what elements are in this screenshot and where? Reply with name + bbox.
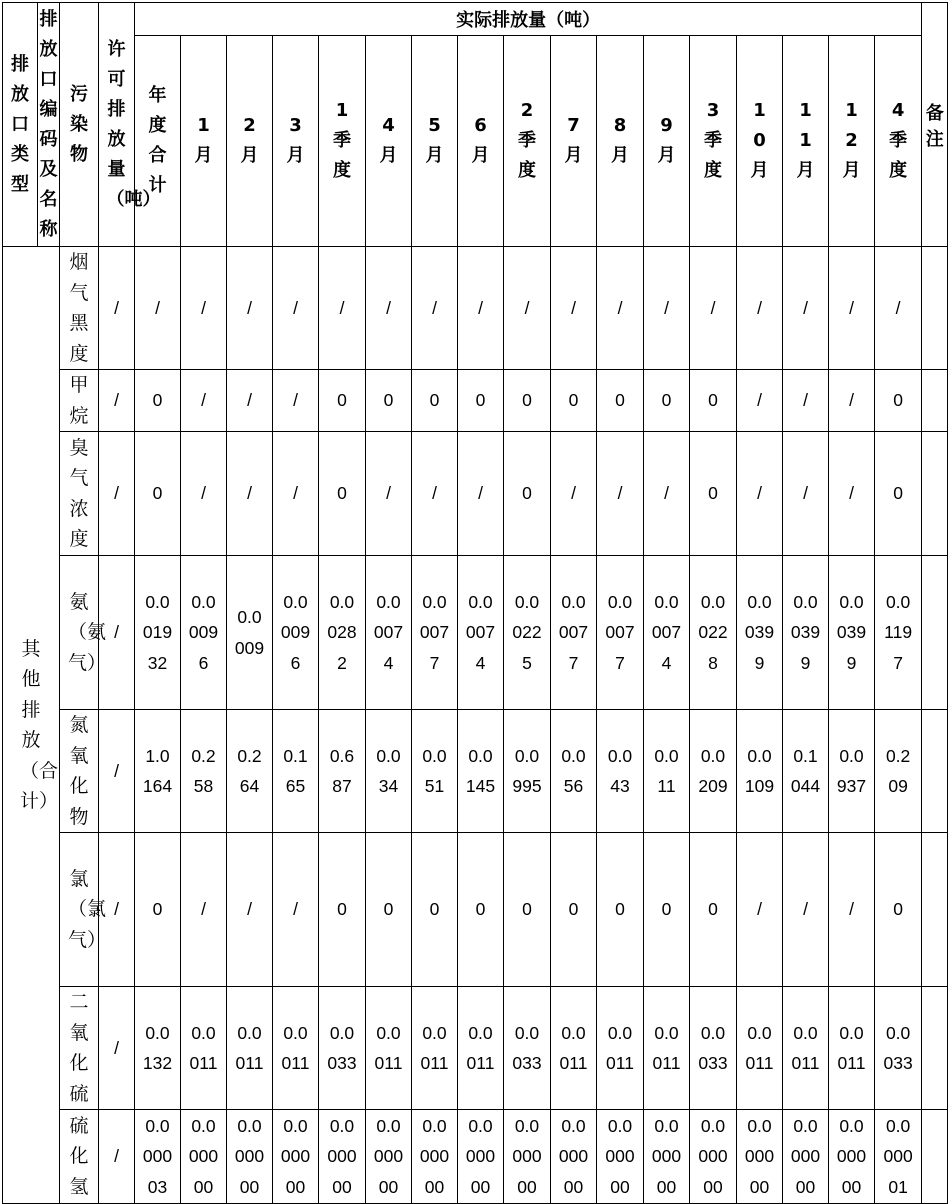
- emission-value: 0.00077: [551, 556, 597, 710]
- pollutant-name: 烟气黑度: [60, 247, 99, 370]
- emission-value: /: [412, 247, 458, 370]
- emission-value: 0.0995: [504, 710, 551, 833]
- emission-value: /: [875, 247, 922, 370]
- emission-value: /: [783, 370, 829, 432]
- emission-value: /: [737, 432, 783, 556]
- emission-value: 0: [644, 833, 690, 987]
- emission-value: 0.0033: [319, 987, 366, 1110]
- emission-value: 0.000000: [690, 1110, 737, 1204]
- emission-value: 1.0164: [135, 710, 181, 833]
- header-outlet-type: 排放口类型: [3, 3, 38, 247]
- emission-value: 0.209: [875, 710, 922, 833]
- emission-value: 0.000000: [458, 1110, 504, 1204]
- emission-value: 0.0011: [458, 987, 504, 1110]
- emission-value: 0: [644, 370, 690, 432]
- emission-value: 0.687: [319, 710, 366, 833]
- emission-value: 0.0011: [737, 987, 783, 1110]
- header-period: 6月: [458, 36, 504, 247]
- emission-value: /: [644, 247, 690, 370]
- emission-value: 0.00074: [366, 556, 412, 710]
- emission-value: 0.0011: [227, 987, 273, 1110]
- emission-value: 0: [875, 432, 922, 556]
- emission-value: 0.056: [551, 710, 597, 833]
- emission-value: /: [829, 370, 875, 432]
- permitted-value: /: [99, 987, 135, 1110]
- emission-value: 0.0011: [829, 987, 875, 1110]
- emission-value: 0: [135, 432, 181, 556]
- pollutant-name: 臭气浓度: [60, 432, 99, 556]
- emission-value: 0.051: [412, 710, 458, 833]
- table-row: [3, 1110, 948, 1204]
- permitted-value: /: [99, 833, 135, 987]
- header-period: 1月: [181, 36, 227, 247]
- emission-value: 0.01197: [875, 556, 922, 710]
- header-period: 9月: [644, 36, 690, 247]
- header-actual: 实际排放量（吨）: [135, 3, 922, 36]
- emission-value: 0.0011: [783, 987, 829, 1110]
- emission-value: /: [227, 432, 273, 556]
- notes-cell: [922, 710, 948, 833]
- permitted-value: /: [99, 556, 135, 710]
- emission-value: 0: [319, 833, 366, 987]
- emission-value: 0.0011: [181, 987, 227, 1110]
- emission-value: 0.000000: [829, 1110, 875, 1204]
- emission-value: /: [737, 370, 783, 432]
- emission-value: 0.000000: [597, 1110, 644, 1204]
- emission-value: 0: [551, 370, 597, 432]
- header-permitted: 许可排放量（吨）: [99, 3, 135, 247]
- emission-value: /: [181, 833, 227, 987]
- emission-value: 0.00399: [783, 556, 829, 710]
- emission-value: 0.0145: [458, 710, 504, 833]
- permitted-value: /: [99, 710, 135, 833]
- table-row: [3, 370, 948, 432]
- emission-value: /: [458, 432, 504, 556]
- emission-value: 0.0011: [412, 987, 458, 1110]
- emission-value: 0: [690, 370, 737, 432]
- emission-value: /: [597, 247, 644, 370]
- emission-value: /: [504, 247, 551, 370]
- emission-value: 0.000000: [783, 1110, 829, 1204]
- emission-value: 0: [135, 370, 181, 432]
- header-period: 10月: [737, 36, 783, 247]
- emission-value: 0: [597, 370, 644, 432]
- emission-value: 0: [690, 432, 737, 556]
- notes-cell: [922, 1110, 948, 1204]
- header-period: 7月: [551, 36, 597, 247]
- notes-cell: [922, 370, 948, 432]
- emission-value: /: [273, 370, 319, 432]
- header-period: 4月: [366, 36, 412, 247]
- table-row: [3, 432, 948, 556]
- header-period: 12月: [829, 36, 875, 247]
- emission-value: 0.000000: [227, 1110, 273, 1204]
- emission-value: /: [366, 247, 412, 370]
- emission-value: /: [227, 370, 273, 432]
- permitted-value: /: [99, 432, 135, 556]
- emission-value: /: [366, 432, 412, 556]
- emission-value: 0: [412, 833, 458, 987]
- emission-value: 0.043: [597, 710, 644, 833]
- emission-value: /: [412, 432, 458, 556]
- emission-value: 0.264: [227, 710, 273, 833]
- emission-value: 0.0209: [690, 710, 737, 833]
- emission-value: /: [644, 432, 690, 556]
- emission-value: /: [829, 833, 875, 987]
- emission-value: 0: [366, 833, 412, 987]
- emission-value: 0.00077: [412, 556, 458, 710]
- emission-value: /: [181, 247, 227, 370]
- emission-value: 0: [504, 370, 551, 432]
- emission-value: /: [181, 370, 227, 432]
- emission-value: 0.00074: [458, 556, 504, 710]
- emission-value: /: [181, 432, 227, 556]
- table-row: [3, 987, 948, 1110]
- header-period: 11月: [783, 36, 829, 247]
- emission-value: 0.0033: [690, 987, 737, 1110]
- emission-value: 0.000003: [135, 1110, 181, 1204]
- emission-value: 0.00225: [504, 556, 551, 710]
- header-period: 1季度: [319, 36, 366, 247]
- pollutant-name: 氯（氯气）: [60, 833, 99, 987]
- emission-value: 0.0011: [551, 987, 597, 1110]
- emission-value: 0: [875, 370, 922, 432]
- table-row: [3, 833, 948, 987]
- header-period: 3季度: [690, 36, 737, 247]
- emission-value: /: [551, 247, 597, 370]
- emission-value: /: [273, 432, 319, 556]
- header-outlet-code: 排放口编码及名称: [38, 3, 60, 247]
- table-row: [3, 247, 948, 370]
- emission-value: /: [227, 833, 273, 987]
- emission-value: 0: [458, 833, 504, 987]
- emission-value: 0.000000: [273, 1110, 319, 1204]
- outlet-category: 其他排放（合计）: [3, 247, 60, 1204]
- emission-value: 0.000000: [319, 1110, 366, 1204]
- emission-value: /: [737, 247, 783, 370]
- emission-value: 0.00074: [644, 556, 690, 710]
- emission-value: 0.001932: [135, 556, 181, 710]
- emission-value: 0.0011: [366, 987, 412, 1110]
- notes-cell: [922, 432, 948, 556]
- emission-value: 0: [458, 370, 504, 432]
- emission-value: /: [273, 833, 319, 987]
- header-period: 2季度: [504, 36, 551, 247]
- emission-value: 0.0011: [273, 987, 319, 1110]
- emission-value: /: [551, 432, 597, 556]
- emission-value: /: [829, 247, 875, 370]
- emission-value: 0: [690, 833, 737, 987]
- emission-value: 0.165: [273, 710, 319, 833]
- emissions-table: [2, 2, 948, 1204]
- pollutant-name: 氨（氨气）: [60, 556, 99, 710]
- emission-value: /: [273, 247, 319, 370]
- table-row: [3, 710, 948, 833]
- emission-value: 0.00399: [737, 556, 783, 710]
- emission-value: 0.000000: [412, 1110, 458, 1204]
- emission-value: 0: [319, 370, 366, 432]
- emission-value: 0.0109: [737, 710, 783, 833]
- emission-value: 0.0011: [597, 987, 644, 1110]
- emission-value: /: [690, 247, 737, 370]
- emission-value: 0.0033: [504, 987, 551, 1110]
- emission-value: /: [737, 833, 783, 987]
- emission-value: 0.00282: [319, 556, 366, 710]
- permitted-value: /: [99, 370, 135, 432]
- emission-value: /: [227, 247, 273, 370]
- emission-value: 0: [319, 432, 366, 556]
- pollutant-name: 氮氧化物: [60, 710, 99, 833]
- table-row: [3, 556, 948, 710]
- notes-cell: [922, 833, 948, 987]
- pollutant-name: 硫化氢: [60, 1110, 99, 1204]
- emission-value: /: [458, 247, 504, 370]
- emission-value: /: [135, 247, 181, 370]
- emission-value: 0.000000: [504, 1110, 551, 1204]
- emission-value: /: [783, 432, 829, 556]
- emission-value: 0: [875, 833, 922, 987]
- emission-value: 0.1044: [783, 710, 829, 833]
- emission-value: /: [319, 247, 366, 370]
- notes-cell: [922, 247, 948, 370]
- notes-cell: [922, 987, 948, 1110]
- emission-value: 0.0011: [644, 987, 690, 1110]
- emission-value: 0.258: [181, 710, 227, 833]
- emission-value: 0.0937: [829, 710, 875, 833]
- header-pollutant: 污染物: [60, 3, 99, 247]
- pollutant-name: 二氧化硫: [60, 987, 99, 1110]
- emission-value: 0: [366, 370, 412, 432]
- header-period: 5月: [412, 36, 458, 247]
- emission-value: 0.0009: [227, 556, 273, 710]
- emission-value: 0.0132: [135, 987, 181, 1110]
- emission-value: /: [783, 247, 829, 370]
- emission-value: 0.00399: [829, 556, 875, 710]
- emission-value: /: [783, 833, 829, 987]
- header-period: 8月: [597, 36, 644, 247]
- notes-cell: [922, 556, 948, 710]
- emission-value: 0.000000: [181, 1110, 227, 1204]
- emission-value: 0.000000: [551, 1110, 597, 1204]
- emission-value: 0.000000: [737, 1110, 783, 1204]
- emission-value: /: [597, 432, 644, 556]
- emission-value: 0.00077: [597, 556, 644, 710]
- emission-value: 0: [551, 833, 597, 987]
- emission-value: 0: [504, 833, 551, 987]
- emission-value: 0.011: [644, 710, 690, 833]
- emission-value: 0: [597, 833, 644, 987]
- emission-value: 0.00228: [690, 556, 737, 710]
- emission-value: 0: [504, 432, 551, 556]
- permitted-value: /: [99, 1110, 135, 1204]
- emission-value: 0.0033: [875, 987, 922, 1110]
- emission-value: 0.00096: [273, 556, 319, 710]
- emission-value: 0.000000: [644, 1110, 690, 1204]
- header-period: 3月: [273, 36, 319, 247]
- emission-value: 0: [412, 370, 458, 432]
- header-notes: 备注: [922, 3, 948, 247]
- pollutant-name: 甲烷: [60, 370, 99, 432]
- emission-value: 0.034: [366, 710, 412, 833]
- emission-value: 0: [135, 833, 181, 987]
- emission-value: /: [829, 432, 875, 556]
- header-period: 年度合计: [135, 36, 181, 247]
- emission-value: 0.000000: [366, 1110, 412, 1204]
- emission-value: 0.000001: [875, 1110, 922, 1204]
- header-period: 2月: [227, 36, 273, 247]
- emission-value: 0.00096: [181, 556, 227, 710]
- permitted-value: /: [99, 247, 135, 370]
- header-period: 4季度: [875, 36, 922, 247]
